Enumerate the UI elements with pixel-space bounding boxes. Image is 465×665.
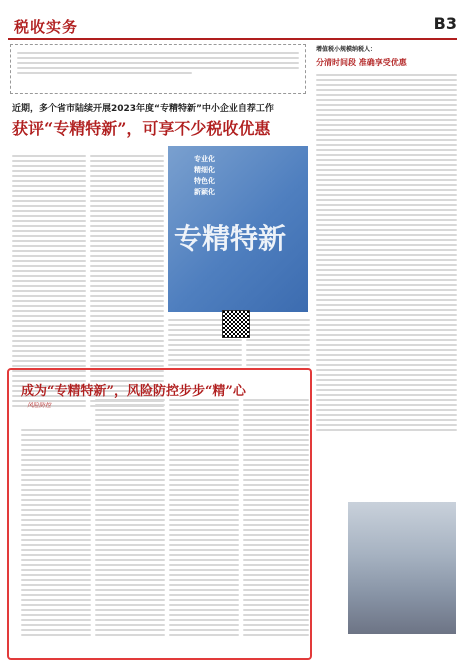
risk-col-4 [243,396,309,639]
risk-col-3 [169,396,239,639]
specialized-illustration [168,146,308,312]
section-header [8,12,457,40]
article-col-4 [246,316,310,369]
right-title: 增值税小规模纳税人： [316,46,377,53]
list-item: 新颖化 [194,188,215,196]
list-item: 特色化 [194,177,215,185]
section-title: 税收实务 [14,18,79,36]
risk-label: 风险防控 [27,402,52,409]
illustration-title: 专精特新 [174,222,287,255]
illustration-list [194,154,215,198]
list-item: 精细化 [194,166,215,174]
main-headline: 获评“专精特新”，可享不少税收优惠 [12,119,271,138]
risk-col-1 [21,426,91,639]
list-item: 专业化 [194,155,215,163]
risk-control-article [7,368,312,660]
photo-illustration [348,502,456,634]
risk-headline: 成为“专精特新”，风险防控步步“精”心 [21,384,246,399]
top-meta-bar [0,0,465,10]
main-kicker: 近期，多个省市陆续开展2023年度“专精特新”中小企业自荐工作 [12,104,274,114]
page-code: B3 [433,14,457,33]
intro-box [10,44,306,94]
qr-code-icon [222,310,250,338]
risk-col-2 [95,396,165,639]
right-slogan: 分清时间段 准确享受优惠 [316,57,407,67]
